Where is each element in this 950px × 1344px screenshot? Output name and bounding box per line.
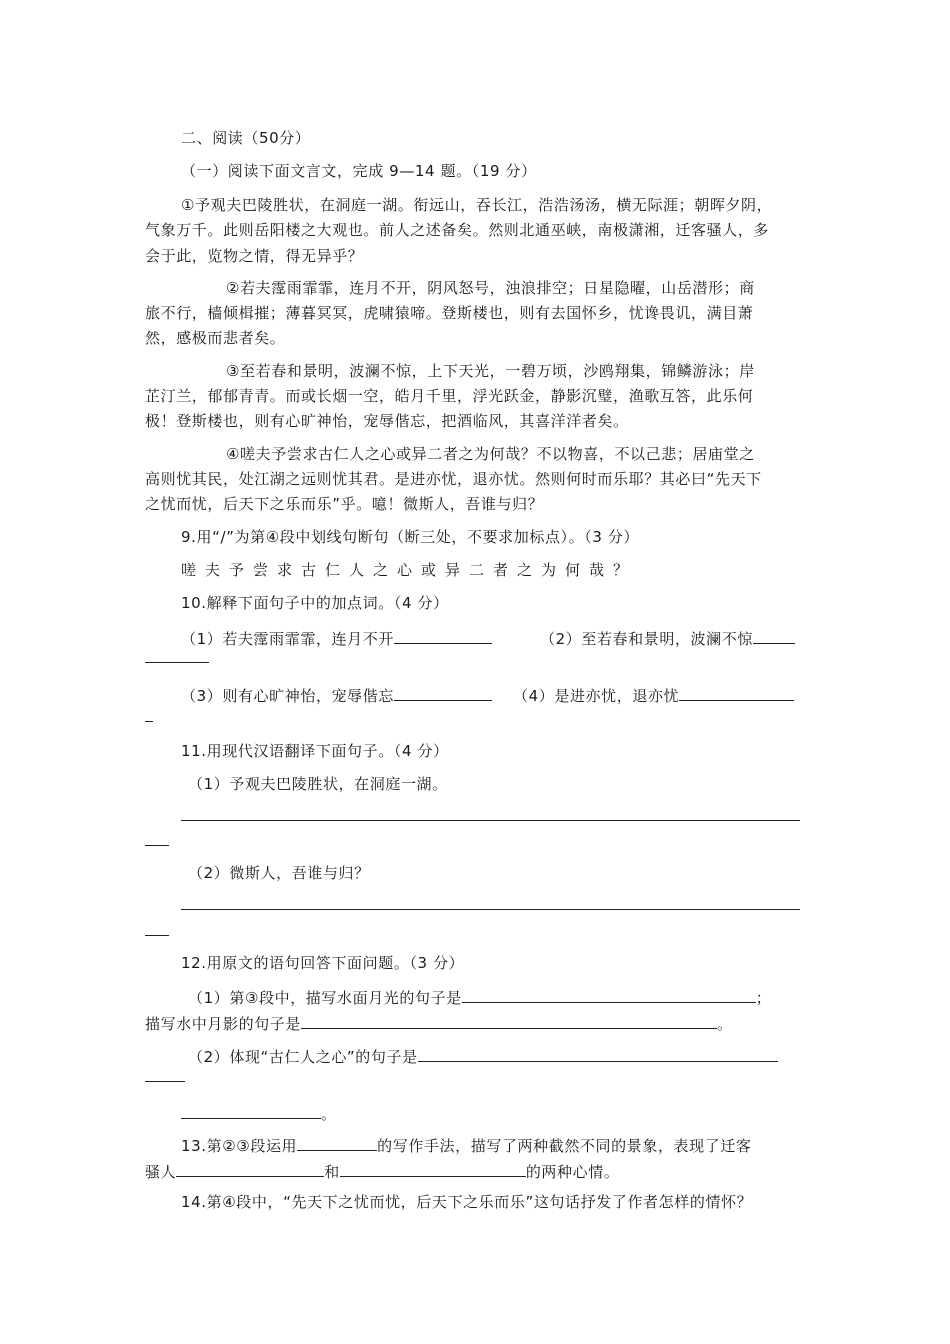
subsection-title: （一）阅读下面文言文，完成 9—14 题。（19 分） [181,162,537,180]
q10-item3-blank[interactable] [394,684,492,701]
q10-item4-blank[interactable] [679,684,794,701]
q12-item2-text: （2）体现“古仁人之心”的句子是 [188,1048,418,1066]
q10-item2-text: （2）至若春和景明，波澜不惊 [540,630,753,648]
q12-item2-end: 。 [321,1105,337,1123]
q10-item3 [181,684,492,706]
q14-prompt: 14.第④段中，“先天下之忧而忧，后天下之乐而乐”这句话抒发了作者怎样的情怀？ [181,1193,753,1211]
passage-p3-line2: 芷汀兰，郁郁青青。而或长烟一空，皓月千里，浮光跃金，静影沉璧，渔歌互答，此乐何 [145,387,754,405]
q13-mood1-blank[interactable] [176,1160,324,1177]
q12-prompt: 12.用原文的语句回答下面问题。（3 分） [181,954,465,972]
q12-item1b-end: 。 [717,1015,733,1033]
q12-item2 [188,1045,778,1067]
q12-item1b-text: 描写水中月影的句子是 [145,1015,302,1033]
section-title: 二、阅读（50分） [181,129,311,147]
passage-p4-line3: 之忧而忧，后天下之乐而乐”乎。噫！微斯人，吾谁与归？ [145,495,544,513]
q10-item2-blank-continued[interactable] [145,662,209,663]
q10-item2 [540,627,795,649]
passage-p4-line2: 高则忧其民，处江湖之远则忧其君。是进亦忧，退亦忧。然则何时而乐耶？其必曰“先天下 [145,470,762,488]
q13-line1 [181,1134,752,1156]
passage-p1-line1: ①予观夫巴陵胜状，在洞庭一湖。衔远山，吞长江，浩浩汤汤，横无际涯；朝晖夕阴， [181,196,773,214]
q13-line2 [145,1160,619,1182]
q9-prompt: 9.用“/”为第④段中划线句断句（断三处，不要求加标点）。（3 分） [181,528,640,546]
q12-item2-final [181,1102,337,1124]
q12-item1a [188,986,771,1008]
passage-p4-line1: ④嗟夫予尝求古仁人之心或异二者之为何哉？不以物喜，不以己悲；居庙堂之 [226,445,755,463]
q13-line2-text-a: 骚人 [145,1163,177,1181]
q13-mood2-blank[interactable] [340,1160,526,1177]
q12-item2-blank-continued[interactable] [145,1081,185,1082]
q10-item2-blank[interactable] [753,627,795,644]
q11-item2-answer-line[interactable] [181,909,800,910]
passage-p2-line1: ②若夫霪雨霏霏，连月不开，阴风怒号，浊浪排空；日星隐曜，山岳潜形；商 [226,279,755,297]
q12-item2-blank-final[interactable] [181,1102,321,1119]
q13-line2-text-b: 和 [324,1163,340,1181]
q10-item1-blank[interactable] [394,627,492,644]
q11-prompt: 11.用现代汉语翻译下面句子。（4 分） [181,742,449,760]
q11-item2-answer-line-continued[interactable] [145,935,169,936]
q10-item4-blank-continued[interactable] [145,721,153,722]
q13-line1-text-b: 的写作手法，描写了两种截然不同的景象，表现了迁客 [377,1137,752,1155]
q13-line2-text-c: 的两种心情。 [525,1163,620,1181]
passage-p2-line2: 旅不行，樯倾楫摧；薄暮冥冥，虎啸猿啼。登斯楼也，则有去国怀乡，忧谗畏讥，满目萧 [145,304,754,322]
passage-p3-line3: 极！登斯楼也，则有心旷神怡，宠辱偕忘，把酒临风，其喜洋洋者矣。 [145,412,629,430]
q10-item1-text: （1）若夫霪雨霏霏，连月不开 [181,630,394,648]
passage-p2-line3: 然，感极而悲者矣。 [145,329,286,347]
q12-item1a-blank[interactable] [462,986,756,1003]
q10-item1 [181,627,492,649]
q13-line1-text-a: 13.第②③段运用 [181,1137,298,1155]
q11-item2: （2）微斯人，吾谁与归？ [188,864,370,882]
passage-p1-line3: 会于此，览物之情，得无异乎？ [145,247,364,265]
q13-technique-blank[interactable] [297,1134,377,1151]
q12-item1b [145,1012,733,1034]
q11-item1-answer-line-continued[interactable] [145,845,169,846]
passage-p3-line1: ③至若春和景明，波澜不惊，上下天光，一碧万顷，沙鸥翔集，锦鳞游泳；岸 [226,362,755,380]
q12-item2-blank[interactable] [418,1045,778,1062]
passage-p1-line2: 气象万千。此则岳阳楼之大观也。前人之述备矣。然则北通巫峡，南极潇湘，迁客骚人，多 [145,221,770,239]
q11-item1: （1）予观夫巴陵胜状，在洞庭一湖。 [188,775,448,793]
q12-item1a-end: ； [755,989,772,1007]
q12-item1b-blank[interactable] [301,1012,717,1029]
q10-prompt: 10.解释下面句子中的加点词。（4 分） [181,594,449,612]
q10-item3-text: （3）则有心旷神怡，宠辱偕忘 [181,687,394,705]
q10-item4 [513,684,794,706]
q12-item1a-text: （1）第③段中，描写水面月光的句子是 [188,989,462,1007]
q10-item4-text: （4）是进亦忧，退亦忧 [513,687,680,705]
q9-sentence: 嗟夫予尝求古仁人之心或异二者之为何哉？ [181,561,638,579]
q11-item1-answer-line[interactable] [181,820,800,821]
